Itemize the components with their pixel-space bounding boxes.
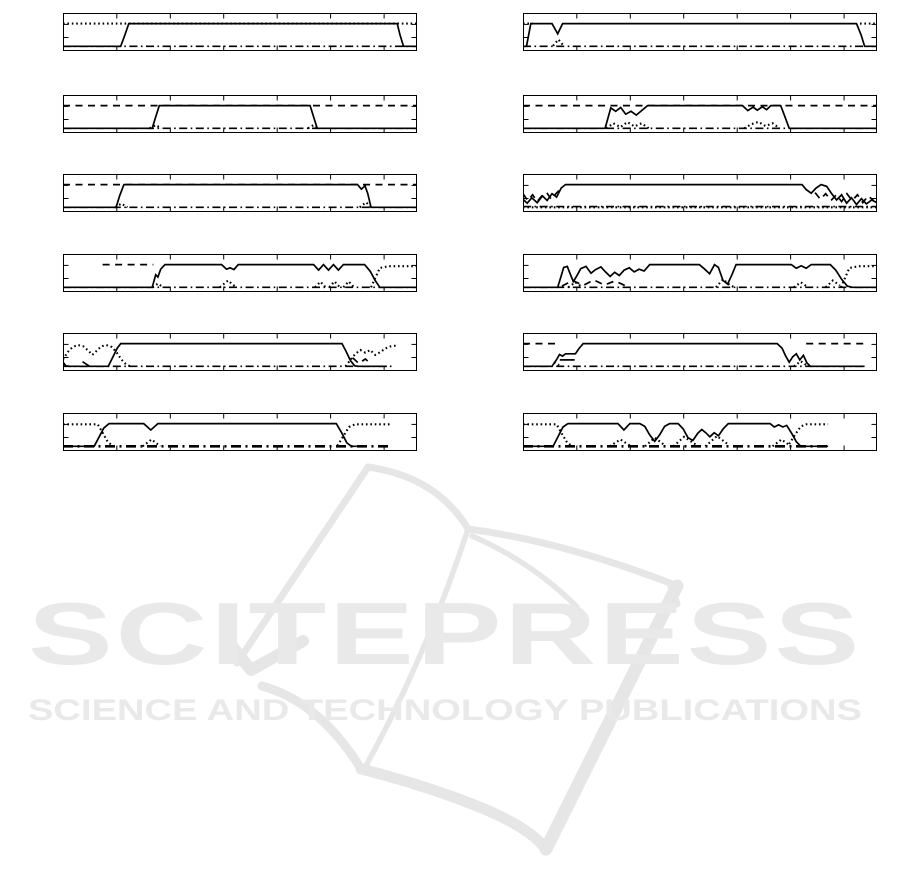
axis-ticks bbox=[64, 334, 416, 370]
series-dotted bbox=[606, 122, 649, 128]
series-solid bbox=[523, 24, 877, 47]
plot-border bbox=[64, 96, 417, 133]
plot-border bbox=[524, 14, 877, 51]
plot-border bbox=[64, 14, 417, 51]
axis-ticks bbox=[524, 96, 876, 132]
scitepress-logo-text: SCITEPRESS bbox=[28, 584, 862, 683]
axis-ticks bbox=[64, 414, 416, 450]
series-dashed bbox=[353, 358, 372, 365]
plot-row1-right bbox=[523, 13, 877, 51]
plot-row4-left bbox=[63, 254, 417, 292]
axis-ticks bbox=[64, 255, 416, 291]
series-dotted bbox=[523, 424, 572, 446]
series-solid bbox=[523, 106, 877, 129]
axis-ticks bbox=[64, 96, 416, 132]
plot-border bbox=[64, 334, 417, 371]
plot-border bbox=[524, 255, 877, 292]
plot-row1-left bbox=[63, 13, 417, 51]
series-dotted bbox=[343, 281, 354, 287]
series-dotted bbox=[315, 282, 326, 288]
plot-border bbox=[524, 96, 877, 133]
plot-row5-left bbox=[63, 333, 417, 371]
series-dotted bbox=[553, 40, 564, 46]
axis-ticks bbox=[524, 255, 876, 291]
series-dotted bbox=[826, 281, 840, 288]
axis-ticks bbox=[64, 14, 416, 50]
series-dotted bbox=[744, 122, 779, 128]
axis-ticks bbox=[524, 175, 876, 211]
watermark-subtitle: SCIENCE AND TECHNOLOGY PUBLICATIONS bbox=[28, 694, 863, 727]
plot-row6-left bbox=[63, 413, 417, 451]
plot-row3-left bbox=[63, 174, 417, 212]
plot-border bbox=[64, 414, 417, 451]
series-dotted bbox=[329, 281, 340, 287]
plot-row4-right bbox=[523, 254, 877, 292]
plot-border bbox=[64, 255, 417, 292]
plot-row6-right bbox=[523, 413, 877, 451]
series-solid bbox=[63, 106, 417, 129]
series-dotted bbox=[337, 424, 390, 446]
plot-row2-right bbox=[523, 95, 877, 133]
plot-row3-right bbox=[523, 174, 877, 212]
series-solid bbox=[63, 424, 357, 447]
plot-row5-right bbox=[523, 333, 877, 371]
axis-ticks bbox=[524, 14, 876, 50]
series-solid bbox=[63, 24, 417, 47]
series-solid bbox=[63, 265, 417, 288]
plot-row2-left bbox=[63, 95, 417, 133]
series-solid bbox=[523, 344, 865, 367]
series-dotted bbox=[705, 436, 729, 446]
series-dotted bbox=[63, 345, 130, 366]
series-dotted bbox=[220, 281, 236, 288]
series-dotted bbox=[673, 437, 696, 447]
series-solid bbox=[523, 424, 828, 447]
series-dashed bbox=[562, 280, 626, 286]
